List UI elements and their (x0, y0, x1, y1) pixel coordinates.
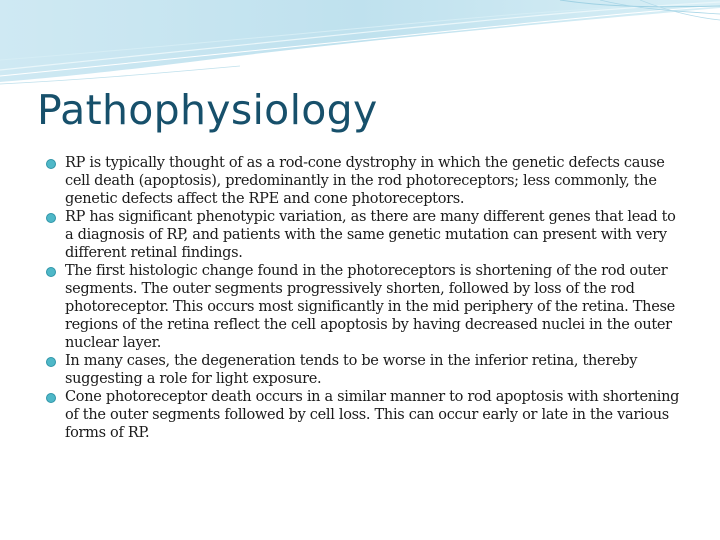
bullet-item (46, 262, 686, 352)
bullet-text: RP has significant phenotypic variation, as there are many different genes that lead to a diagnosis of RP, and patients with the same genetic mutation can present with very different retinal findings. (65, 209, 676, 261)
bullet-text: The first histologic change found in the photoreceptors is shortening of the rod outer segments. The outer segments progressively shorten, followed by loss of the rod photoreceptor. This occurs most significantly in the mid periphery of the retina. These regions of the retina reflect the cell apoptosis by having decreased nuclei in the outer nuclear layer. (65, 263, 675, 351)
bullet-dot-icon (46, 357, 56, 367)
bullet-item (46, 208, 686, 262)
header-wave-decoration (0, 0, 720, 90)
bullet-item (46, 388, 686, 442)
bullet-text: RP is typically thought of as a rod-cone dystrophy in which the genetic defects cause cell death (apoptosis), predominantly in the rod photoreceptors; less commonly, the genetic defects affect the RPE and cone photoreceptors. (65, 155, 665, 207)
slide-title: Pathophysiology (37, 86, 378, 134)
bullet-text: In many cases, the degeneration tends to be worse in the inferior retina, thereby suggesting a role for light exposure. (65, 353, 638, 387)
bullet-dot-icon (46, 393, 56, 403)
bullet-dot-icon (46, 159, 56, 169)
bullet-item (46, 352, 686, 388)
bullet-text: Cone photoreceptor death occurs in a similar manner to rod apoptosis with shortening of the outer segments followed by cell loss. This can occur early or late in the various forms of RP. (65, 389, 680, 441)
bullet-dot-icon (46, 267, 56, 277)
bullet-item (46, 154, 686, 208)
bullet-list (46, 154, 686, 442)
bullet-dot-icon (46, 213, 56, 223)
